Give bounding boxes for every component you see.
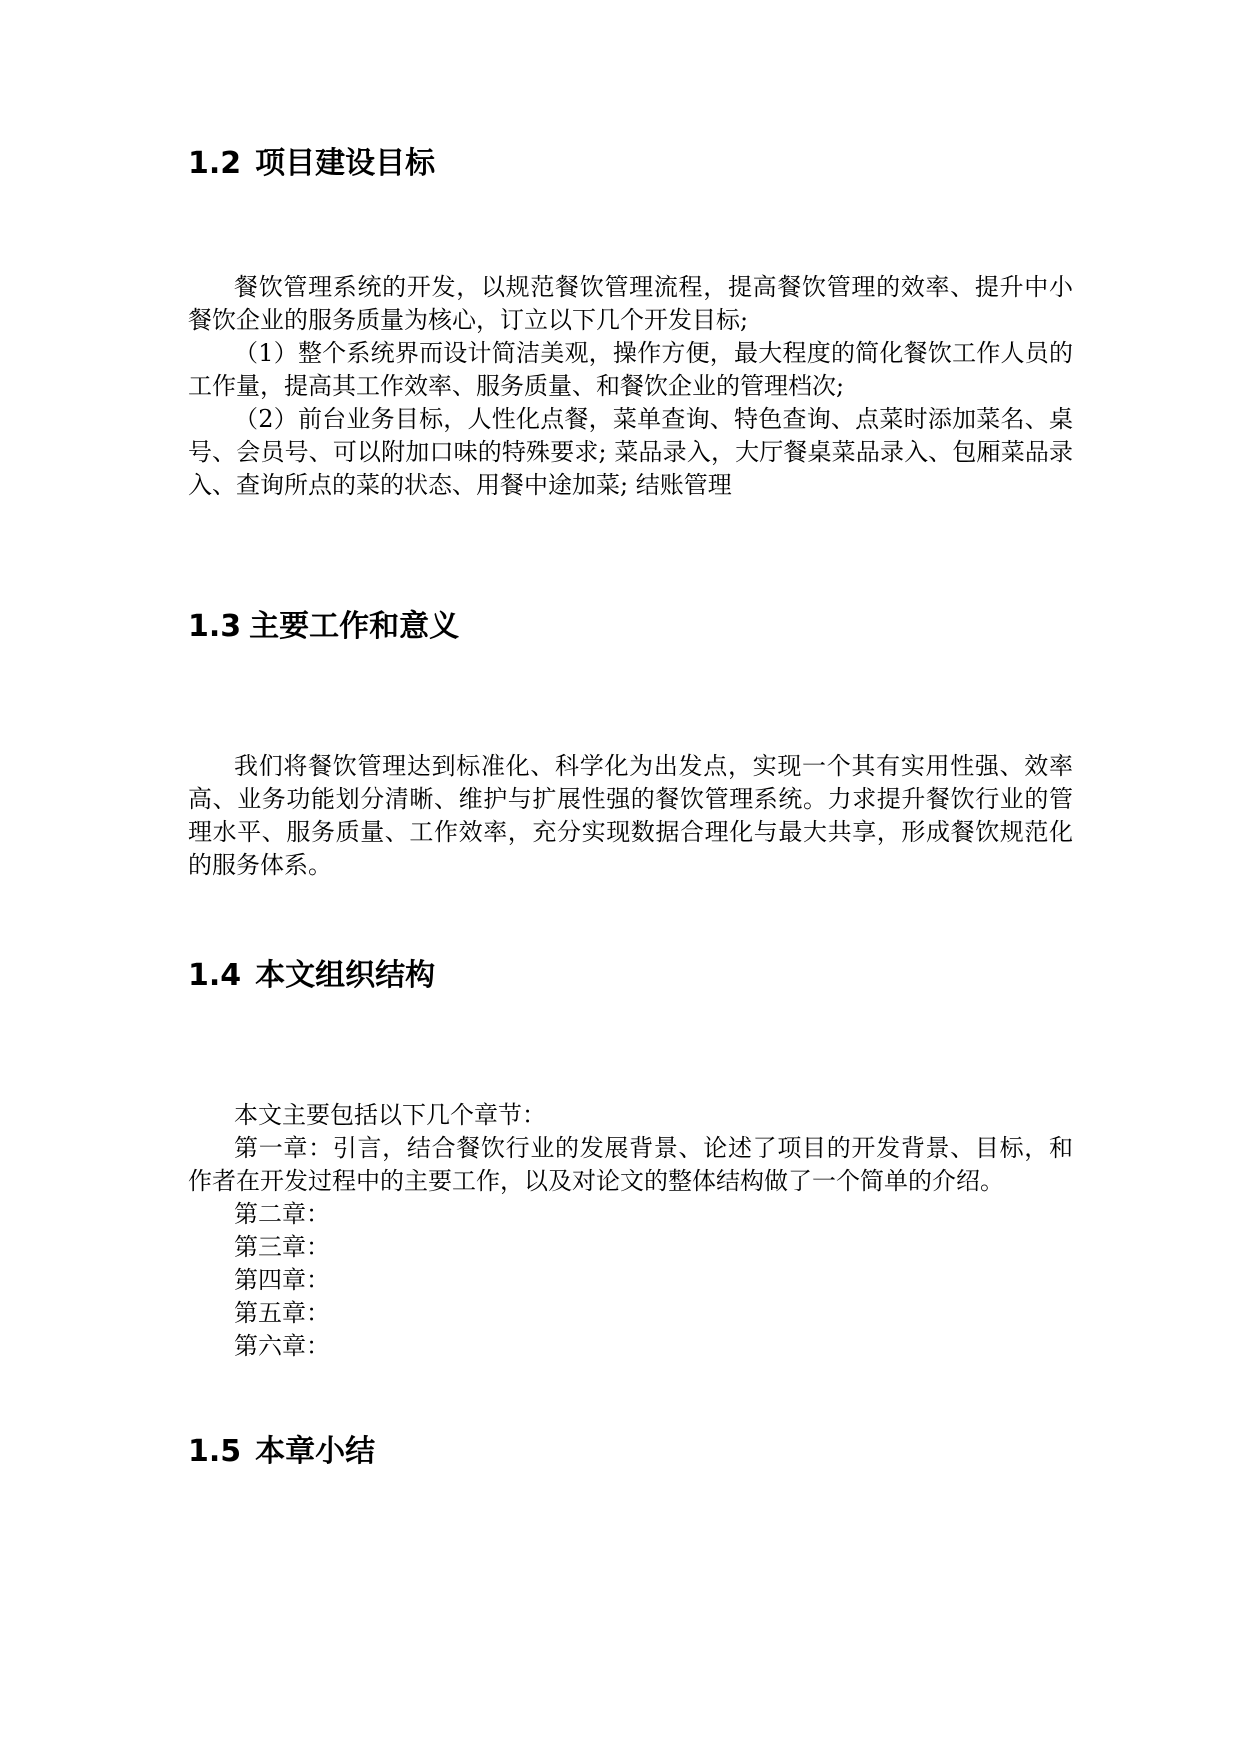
paragraph: 第五章：: [234, 1299, 330, 1327]
paragraph: 第一章：引言，结合餐饮行业的发展背景、论述了项目的开发背景、目标，和作者在开发过程中的主要工作，以及对论文的整体结构做了一个简单的介绍。: [188, 1134, 1073, 1195]
section-title: 项目建设目标: [255, 146, 436, 181]
section-heading-1-2: [188, 144, 435, 184]
paragraph: 本文主要包括以下几个章节：: [234, 1101, 546, 1129]
section-title: 本文组织结构: [255, 958, 436, 993]
section-heading-1-4: [188, 956, 435, 996]
section-heading-1-3: [188, 607, 459, 647]
paragraph: （2）前台业务目标，人性化点餐，菜单查询、特色查询、点菜时添加菜名、桌号、会员号、可以附加口味的特殊要求; 菜品录入，大厅餐桌菜品录入、包厢菜品录入、查询所点的菜的状态、用餐中途加菜; 结账管理: [188, 405, 1073, 499]
section-number: 1.5: [188, 1434, 242, 1469]
paragraph: 我们将餐饮管理达到标准化、科学化为出发点，实现一个其有实用性强、效率高、业务功能划分清晰、维护与扩展性强的餐饮管理系统。力求提升餐饮行业的管理水平、服务质量、工作效率，充分实现数据合理化与最大共享，形成餐饮规范化的服务体系。: [188, 752, 1073, 879]
section-title: 本章小结: [255, 1434, 376, 1469]
paragraph: 第六章：: [234, 1332, 330, 1360]
paragraph: （1）整个系统界而设计简洁美观，操作方便，最大程度的简化餐饮工作人员的工作量，提高其工作效率、服务质量、和餐饮企业的管理档次;: [188, 339, 1073, 400]
section-heading-1-5: [188, 1432, 375, 1472]
section-number: 1.4: [188, 958, 242, 993]
section-title: 主要工作和意义: [249, 609, 460, 644]
section-number: 1.3: [188, 609, 242, 644]
paragraph: 第四章：: [234, 1266, 330, 1294]
section-number: 1.2: [188, 146, 242, 181]
paragraph: 第二章：: [234, 1200, 330, 1228]
paragraph: 餐饮管理系统的开发，以规范餐饮管理流程，提高餐饮管理的效率、提升中小餐饮企业的服务质量为核心，订立以下几个开发目标;: [188, 273, 1073, 334]
paragraph: 第三章：: [234, 1233, 330, 1261]
